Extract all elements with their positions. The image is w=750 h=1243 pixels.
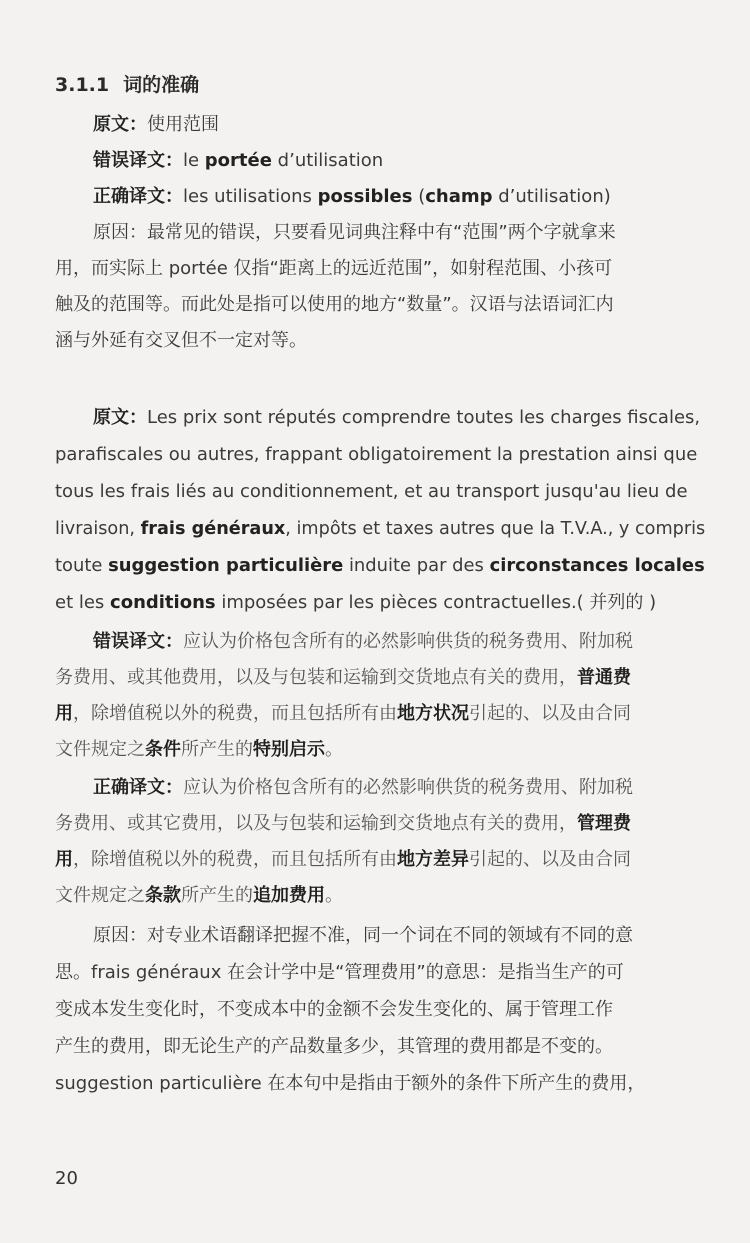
ex2-right-line — [55, 878, 343, 914]
text-run: ，除增值税以外的税费，而且包括所有由 — [73, 703, 397, 724]
ex1-reason-line: 用，而实际上 portée 仅指“距离上的远近范围”，如射程范围、小孩可 — [55, 258, 613, 279]
ex2-reason-line: 产生的费用，即无论生产的产品数量多少，其管理的费用都是不变的。 — [55, 1036, 613, 1057]
emphasis: conditions — [110, 592, 216, 613]
text-run: , impôts et taxes autres que la T.V.A., y compris — [285, 518, 706, 539]
text-run: induite par des — [343, 555, 490, 576]
text-run: 所产生的 — [181, 739, 253, 760]
emphasis: 管理费 — [577, 813, 631, 834]
ex1-source-line — [93, 107, 219, 143]
wrong-translation-label: 错误译文： — [93, 150, 183, 171]
text-run: 务费用、或其它费用，以及与包装和运输到交货地点有关的费用， — [55, 813, 577, 834]
ex2-reason-line: 变成本发生变化时，不变成本中的金额不会发生变化的、属于管理工作 — [55, 999, 613, 1020]
emphasis: 地方状况 — [397, 703, 469, 724]
emphasis: circonstances locales — [489, 555, 705, 576]
text-run: imposées par les pièces contractuelles.( 并列的 ) — [215, 592, 657, 613]
emphasis: frais généraux — [140, 518, 286, 539]
emphasis: possibles — [317, 186, 413, 207]
ex2-reason-line: 原因：对专业术语翻译把握不准，同一个词在不同的领域有不同的意 — [93, 925, 633, 946]
text-run: d’utilisation) — [492, 186, 611, 207]
ex2-wrong-line — [55, 660, 631, 696]
text-run: 引起的、以及由合同 — [469, 849, 631, 870]
text-run: 引起的、以及由合同 — [469, 703, 631, 724]
ex2-wrong-line — [93, 624, 633, 660]
emphasis: 用 — [55, 849, 73, 870]
text-run: 文件规定之 — [55, 885, 145, 906]
ex1-reason-line: 涵与外延有交叉但不一定对等。 — [55, 330, 307, 351]
text-run: le — [183, 150, 205, 171]
ex2-source-line: tous les frais liés au conditionnement, et au transport jusqu'au lieu de — [55, 481, 688, 502]
ex1-reason-line: 原因：最常见的错误，只要看见词典注释中有“范围”两个字就拿来 — [93, 222, 616, 243]
text-run: ( — [412, 186, 426, 207]
text-run: les utilisations — [183, 186, 318, 207]
ex2-wrong-line — [55, 732, 343, 768]
ex2-right-line — [55, 842, 631, 878]
emphasis: 特别启示 — [253, 739, 325, 760]
text-run: 。 — [325, 885, 343, 906]
text-run: 。 — [325, 739, 343, 760]
text-run: ，除增值税以外的税费，而且包括所有由 — [73, 849, 397, 870]
emphasis: champ — [425, 186, 493, 207]
ex2-source-line — [93, 400, 700, 436]
correct-translation-label: 正确译文： — [93, 186, 183, 207]
ex1-right-line — [93, 179, 611, 215]
emphasis: 用 — [55, 703, 73, 724]
section-number: 3.1.1 — [55, 74, 110, 96]
text-run: d’utilisation — [271, 150, 384, 171]
text-run: 应认为价格包含所有的必然影响供货的税务费用、附加税 — [183, 631, 633, 652]
emphasis: 普通费 — [577, 667, 631, 688]
emphasis: 条件 — [145, 739, 181, 760]
ex2-reason-line: suggestion particulière 在本句中是指由于额外的条件下所产生的费用， — [55, 1073, 646, 1094]
text-run: et les — [55, 592, 111, 613]
wrong-translation-label: 错误译文： — [93, 631, 183, 652]
text-run: 文件规定之 — [55, 739, 145, 760]
correct-translation-label: 正确译文： — [93, 777, 183, 798]
ex2-source-line — [55, 548, 705, 584]
source-label: 原文： — [93, 114, 147, 135]
emphasis: suggestion particulière — [108, 555, 344, 576]
emphasis: portée — [204, 150, 272, 171]
emphasis: 追加费用 — [253, 885, 325, 906]
source-text: 使用范围 — [147, 114, 219, 135]
emphasis: 条款 — [145, 885, 181, 906]
text-run: 务费用、或其他费用，以及与包装和运输到交货地点有关的费用， — [55, 667, 577, 688]
source-label: 原文： — [93, 407, 147, 428]
text-run: Les prix sont réputés comprendre toutes les charges fiscales, — [147, 407, 701, 428]
section-title: 词的准确 — [123, 74, 200, 96]
emphasis: 地方差异 — [397, 849, 469, 870]
text-run: 应认为价格包含所有的必然影响供货的税务费用、附加税 — [183, 777, 633, 798]
section-heading — [55, 70, 199, 97]
ex2-source-line: parafiscales ou autres, frappant obligatoirement la prestation ainsi que — [55, 444, 698, 465]
ex2-right-line — [93, 770, 633, 806]
text-run: 所产生的 — [181, 885, 253, 906]
ex2-source-line — [55, 511, 705, 547]
ex2-right-line — [55, 806, 631, 842]
text-run: livraison, — [55, 518, 141, 539]
ex2-wrong-line — [55, 696, 631, 732]
ex1-wrong-line — [93, 143, 383, 179]
page-number: 20 — [55, 1168, 78, 1189]
ex2-source-line — [55, 585, 656, 621]
text-run: toute — [55, 555, 109, 576]
ex2-reason-line: 思。frais généraux 在会计学中是“管理费用”的意思：是指当生产的可 — [55, 962, 624, 983]
ex1-reason-line: 触及的范围等。而此处是指可以使用的地方“数量”。汉语与法语词汇内 — [55, 294, 614, 315]
